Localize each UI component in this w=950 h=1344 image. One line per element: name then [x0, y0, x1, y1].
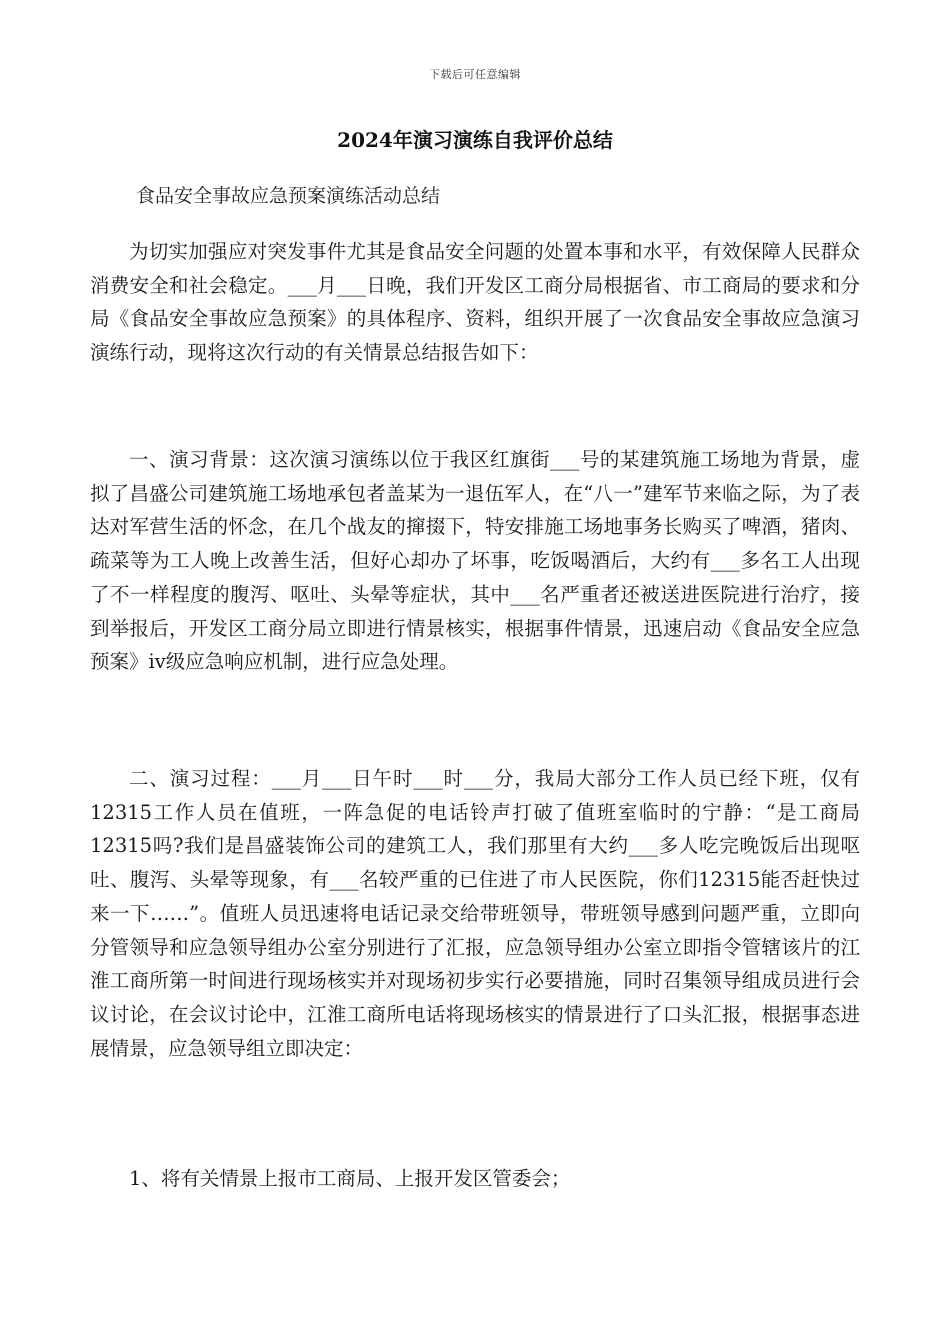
- document-title: 2024年演习演练自我评价总结: [337, 128, 613, 152]
- paragraph-intro: 为切实加强应对突发事件尤其是食品安全问题的处置本事和水平，有效保障人民群众消费安全和社会稳定。___月___日晚，我们开发区工商分局根据省、市工商局的要求和分局《食品安全事故应急预案》的具体程序、资料，组织开展了一次食品安全事故应急演习演练行动，现将这次行动的有关情景总结报告如下：: [90, 240, 860, 365]
- header-note: 下载后可任意编辑: [429, 68, 521, 81]
- paragraph-background: 一、演习背景：这次演习演练以位于我区红旗街___号的某建筑施工场地为背景，虚拟了昌盛公司建筑施工场地承包者盖某为一退伍军人，在“八一”建军节来临之际，为了表达对军营生活的怀念，在几个战友的撺掇下，特安排施工场地事务长购买了啤酒，猪肉、疏菜等为工人晚上改善生活，但好心却办了坏事，吃饭喝酒后，大约有___多名工人出现了不一样程度的腹泻、呕吐、头晕等症状，其中___名严重者还被送进医院进行治疗，接到举报后，开发区工商分局立即进行情景核实，根据事件情景，迅速启动《食品安全应急预案》iv级应急响应机制，进行应急处理。: [90, 448, 860, 674]
- document-subtitle: 食品安全事故应急预案演练活动总结: [136, 185, 441, 207]
- paragraph-item-1: 1、将有关情景上报市工商局、上报开发区管委会；: [129, 1167, 571, 1190]
- paragraph-process: 二、演习过程：___月___日午时___时___分，我局大部分工作人员已经下班，仅有12315工作人员在值班，一阵急促的电话铃声打破了值班室临时的宁静：“是工商局12315吗?我们是昌盛装饰公司的建筑工人，我们那里有大约___多人吃完晚饭后出现呕吐、腹泻、头晕等现象，有___名较严重的已住进了市人民医院，你们12315能否赶快过来一下……”。值班人员迅速将电话记录交给带班领导，带班领导感到问题严重，立即向分管领导和应急领导组办公室分别进行了汇报，应急领导组办公室立即指令管辖该片的江淮工商所第一时间进行现场核实并对现场初步实行必要措施，同时召集领导组成员进行会议讨论，在会议讨论中，江淮工商所电话将现场核实的情景进行了口头汇报，根据事态进展情景，应急领导组立即决定：: [90, 767, 860, 1060]
